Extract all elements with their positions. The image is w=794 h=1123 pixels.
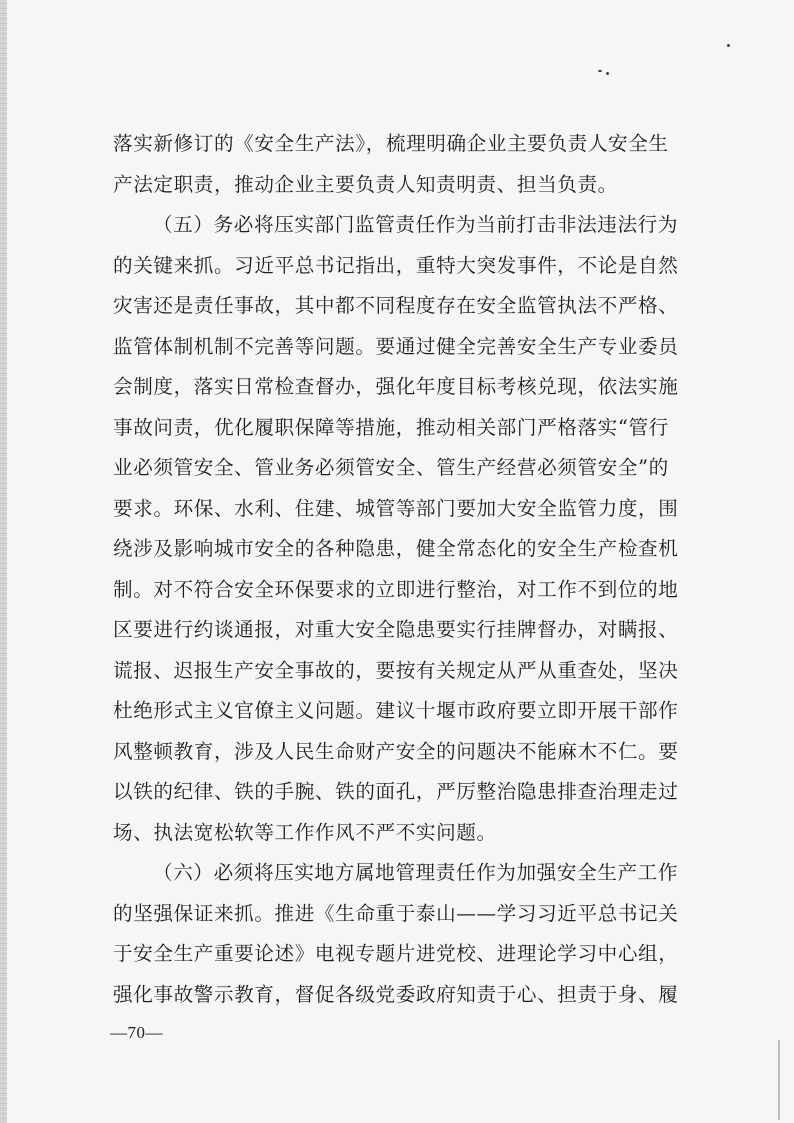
text-line: 会制度，落实日常检查督办，强化年度目标考核兑现，依法实施: [113, 375, 679, 398]
text-line: 以铁的纪律、铁的手腕、铁的面孔，严厉整治隐患排查治理走过: [113, 780, 679, 803]
text-line: 制。对不符合安全环保要求的立即进行整治，对工作不到位的地: [113, 577, 679, 601]
text-line: 产法定职责，推动企业主要负责人知责明责、担当负责。: [113, 172, 618, 196]
text-line: 落实新修订的《安全生产法》，梳理明确企业主要负责人安全生: [113, 132, 669, 155]
document-body: [113, 124, 713, 1015]
page-number: —70—: [110, 1023, 163, 1042]
text-line: 杜绝形式主义官僚主义问题。建议十堰市政府要立即开展干部作: [113, 699, 679, 722]
scan-speck: [727, 44, 730, 47]
text-line: 监管体制机制不完善等问题。要通过健全完善安全生产专业委员: [113, 334, 679, 358]
section-six-heading-line: （六）必须将压实地方属地管理责任作为加强安全生产工作: [153, 861, 679, 884]
text-line: 的坚强保证来抓。推进《生命重于泰山——学习习近平总书记关: [113, 901, 679, 925]
text-line: 区要进行约谈通报，对重大安全隐患要实行挂牌督办，对瞒报、: [113, 618, 679, 641]
text-line: 灾害还是责任事故，其中都不同程度存在安全监管执法不严格、: [113, 294, 679, 317]
text-line: 事故问责，优化履职保障等措施，推动相关部门严格落实“管行: [113, 415, 669, 439]
text-line: 风整顿教育，涉及人民生命财产安全的问题决不能麻木不仁。要: [113, 739, 679, 763]
text-line: 场、执法宽松软等工作作风不严不实问题。: [113, 820, 497, 844]
scan-speck: [606, 72, 609, 75]
scan-speck: [598, 70, 602, 72]
scan-edge-artifact-right: [778, 1040, 780, 1120]
text-line: 谎报、迟报生产安全事故的，要按有关规定从严从重查处，坚决: [113, 658, 679, 682]
text-line: 的关键来抓。习近平总书记指出，重特大突发事件，不论是自然: [113, 253, 679, 277]
scan-edge-artifact: [0, 0, 7, 1123]
text-line: 绕涉及影响城市安全的各种隐患，健全常态化的安全生产检查机: [113, 537, 679, 560]
text-line: 业必须管安全、管业务必须管安全、管生产经营必须管安全”的: [113, 456, 669, 479]
text-line: 要求。环保、水利、住建、城管等部门要加大安全监管力度，围: [113, 496, 679, 520]
section-five-heading-line: （五）务必将压实部门监管责任作为当前打击非法违法行为: [153, 213, 679, 236]
text-line: 于安全生产重要论述》电视专题片进党校、进理论学习中心组，: [113, 942, 679, 965]
text-line: 强化事故警示教育，督促各级党委政府知责于心、担责于身、履: [113, 982, 679, 1006]
